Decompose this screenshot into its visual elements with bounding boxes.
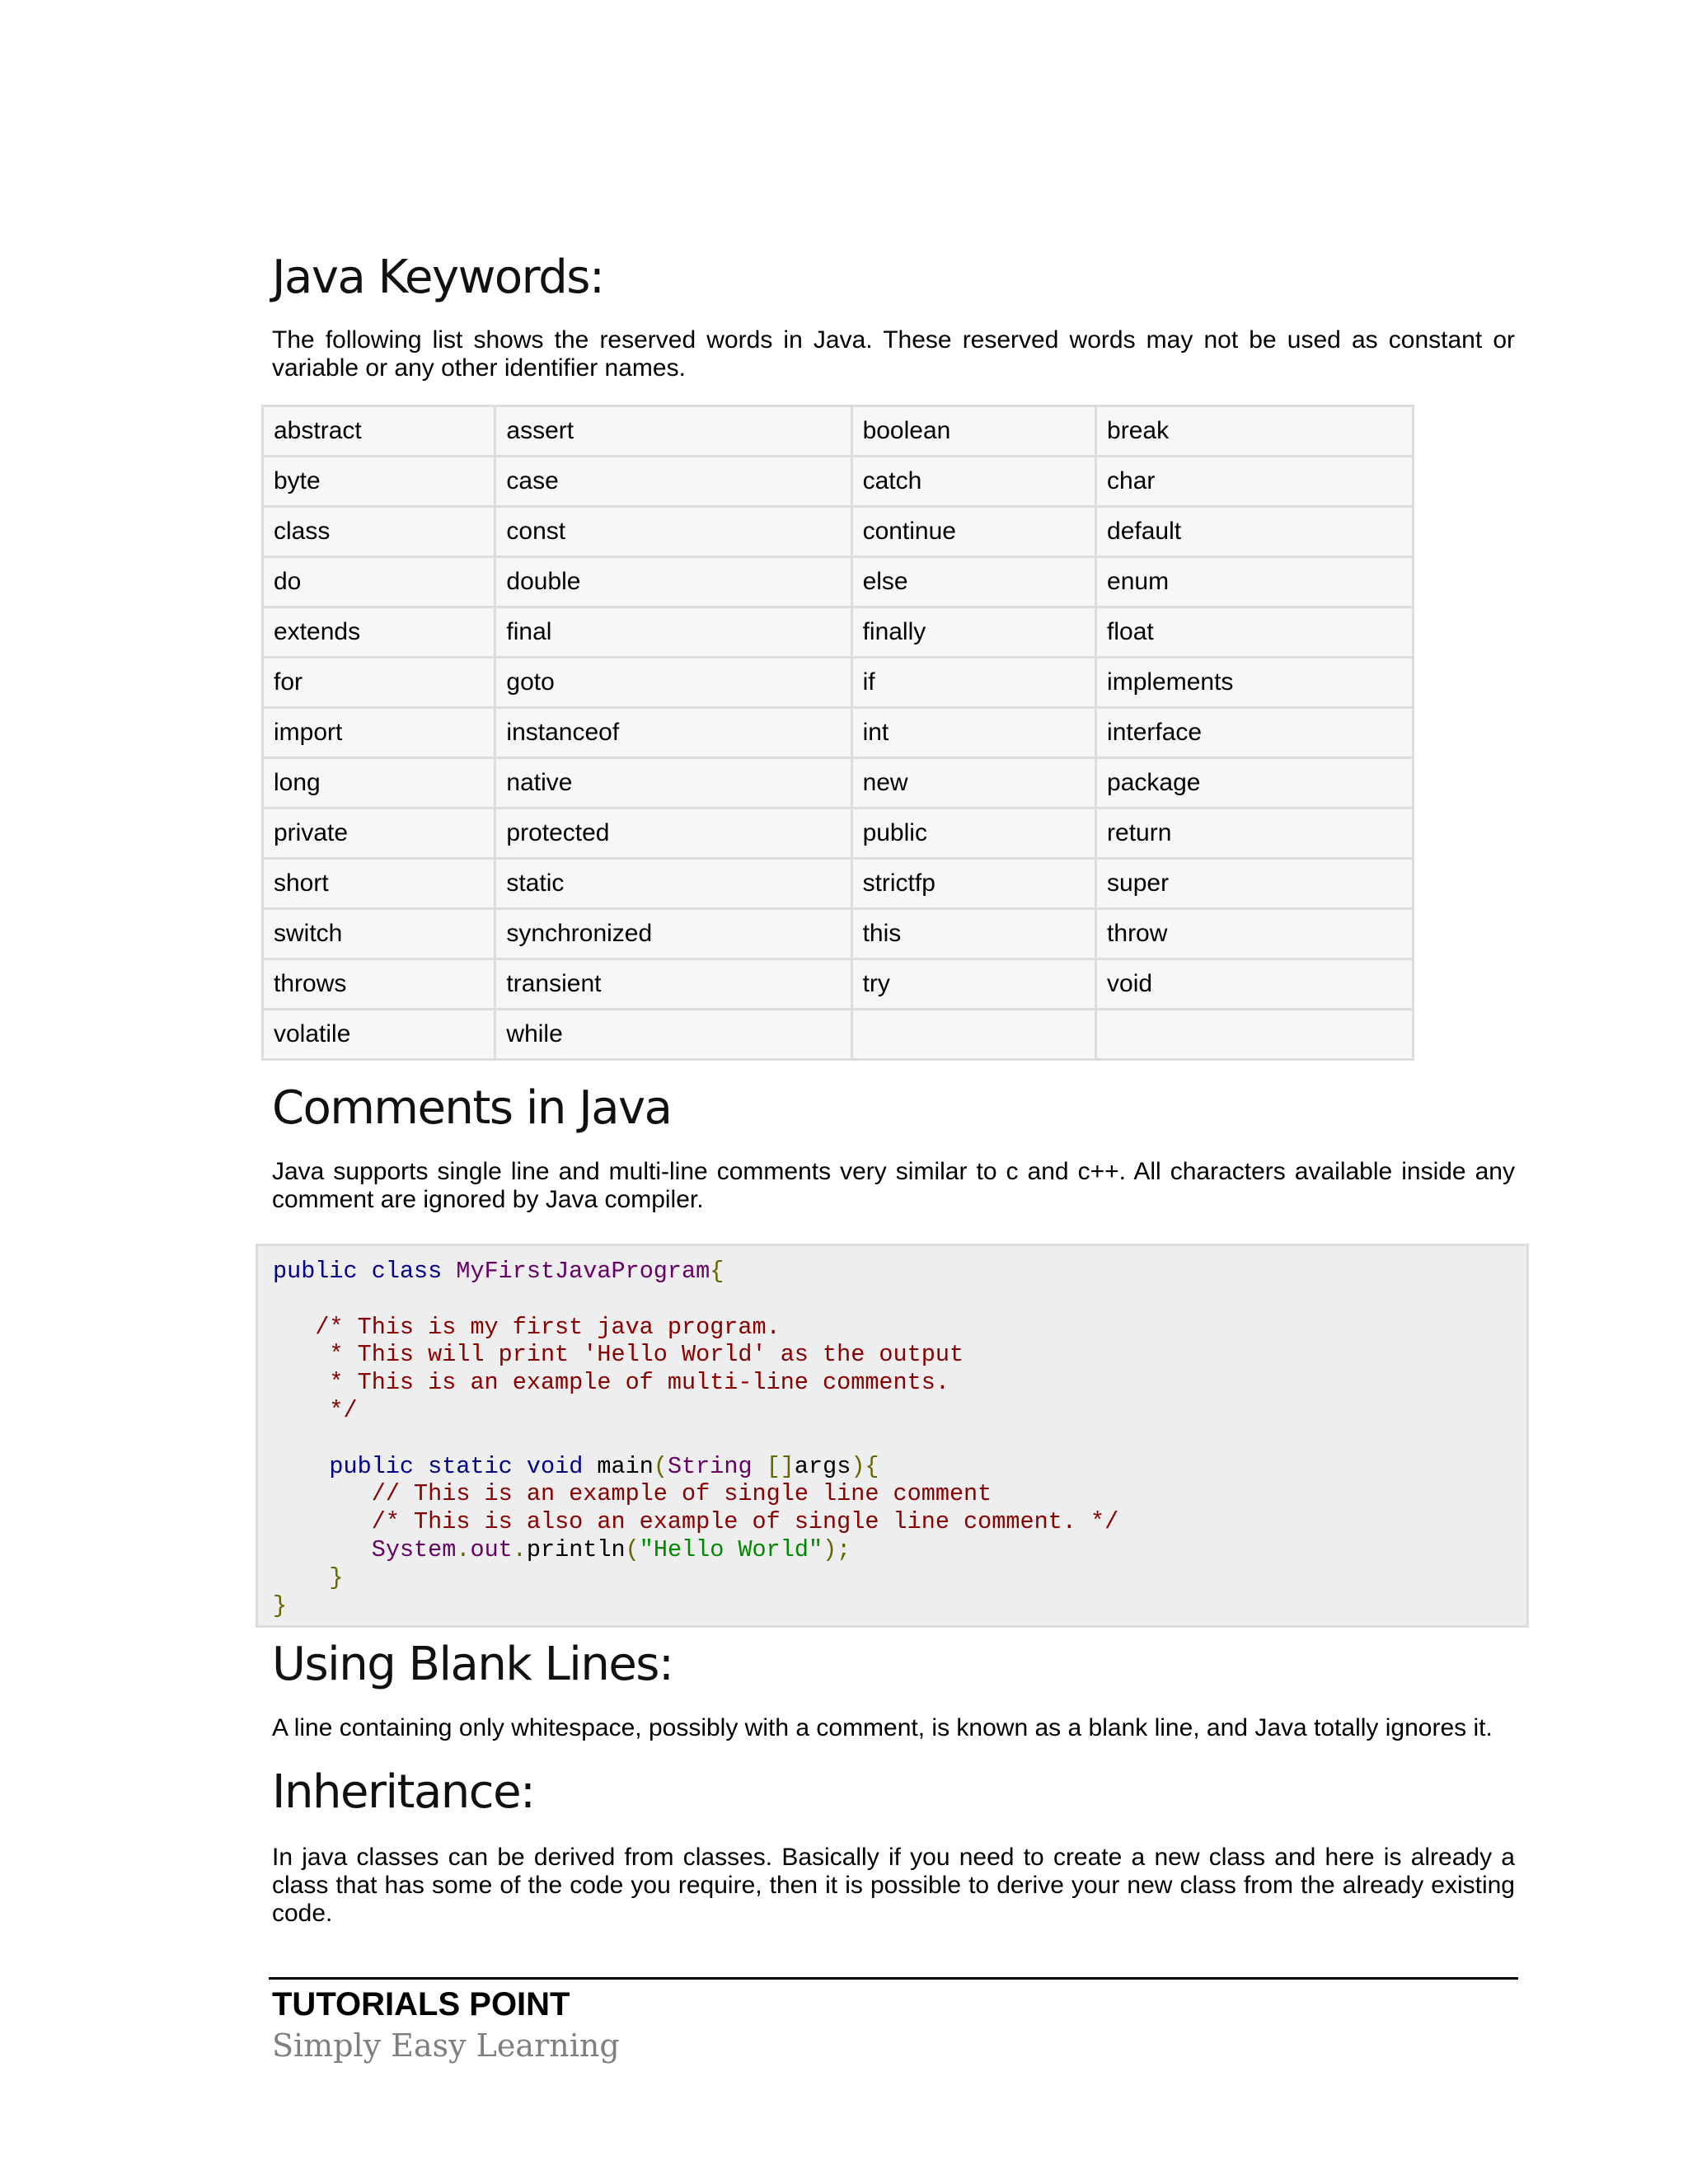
keyword-cell: native [495,758,851,808]
keyword-cell: try [851,959,1095,1010]
code-token: ){ [851,1452,879,1480]
keyword-cell: for [263,658,495,708]
keyword-cell: if [851,658,1095,708]
keyword-cell: instanceof [495,708,851,758]
code-token: ); [823,1535,851,1563]
comments-intro: Java supports single line and multi-line comments very similar to c and c++. All characters available inside any comment are ignored by Java compiler. [272,1158,1515,1213]
keyword-cell: finally [851,607,1095,658]
footer-brand: TUTORIALS POINT [272,1986,570,2022]
footer-divider [269,1977,1518,1980]
keyword-cell: char [1096,457,1414,507]
keywords-intro: The following list shows the reserved words in Java. These reserved words may not be used as constant or variable or any other identifier names. [272,326,1515,382]
keyword-cell: byte [263,457,495,507]
code-comment: */ [315,1396,358,1424]
keyword-cell: volatile [263,1010,495,1060]
inheritance-text: In java classes can be derived from classes. Basically if you need to create a new class and here is already a class that has some of the code you require, then it is possible to derive your new class from the already existing code. [272,1844,1515,1927]
keyword-cell: catch [851,457,1095,507]
blank-lines-text: A line containing only whitespace, possibly with a comment, is known as a blank line, and Java totally ignores it. [272,1714,1493,1741]
code-comment: /* This is also an example of single line comment. */ [371,1508,1119,1536]
keyword-cell: long [263,758,495,808]
keyword-cell: static [495,859,851,909]
keyword-cell: enum [1096,557,1414,607]
keyword-cell: case [495,457,851,507]
keyword-cell: transient [495,959,851,1010]
keyword-cell: interface [1096,708,1414,758]
keyword-cell: break [1096,406,1414,457]
code-token: static [428,1452,513,1480]
code-comment: * This is an example of multi-line comments. [315,1369,950,1397]
keyword-cell: this [851,909,1095,959]
table-row [263,708,1414,758]
keyword-cell: throw [1096,909,1414,959]
heading-comments-in-java: Comments in Java [272,1081,672,1135]
keyword-cell: implements [1096,658,1414,708]
keyword-cell [1096,1010,1414,1060]
code-block [256,1244,1529,1628]
keyword-cell: import [263,708,495,758]
keyword-cell: while [495,1010,851,1060]
keyword-cell: private [263,808,495,859]
keyword-cell: float [1096,607,1414,658]
code-token: } [329,1563,344,1591]
code-token: void [526,1452,584,1480]
code-token: String [667,1452,753,1480]
table-row [263,457,1414,507]
keyword-cell: throws [263,959,495,1010]
code-token: println [526,1535,626,1563]
table-row [263,909,1414,959]
keyword-cell: continue [851,507,1095,557]
keyword-cell: abstract [263,406,495,457]
keyword-cell: boolean [851,406,1095,457]
table-row [263,859,1414,909]
keyword-cell: extends [263,607,495,658]
code-token: out [470,1535,513,1563]
keyword-cell: class [263,507,495,557]
keyword-cell: void [1096,959,1414,1010]
code-token: public [329,1452,415,1480]
keyword-cell: return [1096,808,1414,859]
keyword-cell: package [1096,758,1414,808]
keyword-cell: final [495,607,851,658]
code-comment: // This is an example of single line comment [371,1480,992,1508]
table-row [263,507,1414,557]
keywords-table [261,405,1414,1061]
code-token: System [371,1535,457,1563]
heading-java-keywords: Java Keywords: [272,251,604,304]
keyword-cell: strictfp [851,859,1095,909]
table-row [263,758,1414,808]
code-comment: /* This is my first java program. [315,1313,781,1341]
code-token: class [371,1258,443,1285]
footer-tagline: Simply Easy Learning [272,2027,620,2064]
heading-inheritance: Inheritance: [272,1765,535,1819]
code-string: "Hello World" [639,1535,823,1563]
table-row [263,406,1414,457]
table-row [263,1010,1414,1060]
keyword-cell: do [263,557,495,607]
keyword-cell: super [1096,859,1414,909]
keyword-cell: public [851,808,1095,859]
table-row [263,607,1414,658]
code-token: ( [653,1452,668,1480]
keyword-cell: protected [495,808,851,859]
code-token: } [273,1591,288,1619]
code-token: public [273,1258,358,1285]
keyword-cell: synchronized [495,909,851,959]
code-token: . [512,1535,527,1563]
keyword-cell: double [495,557,851,607]
keyword-cell: goto [495,658,851,708]
keyword-cell: assert [495,406,851,457]
code-token: [] [766,1452,795,1480]
keyword-cell: const [495,507,851,557]
keyword-cell: default [1096,507,1414,557]
code-token: { [710,1258,724,1285]
table-row [263,658,1414,708]
keyword-cell: int [851,708,1095,758]
code-listing [273,1258,1118,1619]
keyword-cell: new [851,758,1095,808]
code-token: MyFirstJavaProgram [456,1258,710,1285]
heading-using-blank-lines: Using Blank Lines: [272,1638,673,1691]
table-row [263,557,1414,607]
keyword-cell: else [851,557,1095,607]
keyword-cell [851,1010,1095,1060]
table-row [263,959,1414,1010]
code-comment: * This will print 'Hello World' as the output [315,1341,964,1369]
code-token: main [597,1452,654,1480]
code-token: args [794,1452,851,1480]
keywords-table-body [263,406,1414,1060]
keyword-cell: short [263,859,495,909]
code-token: . [456,1535,471,1563]
table-row [263,808,1414,859]
keyword-cell: switch [263,909,495,959]
code-token: ( [625,1535,640,1563]
